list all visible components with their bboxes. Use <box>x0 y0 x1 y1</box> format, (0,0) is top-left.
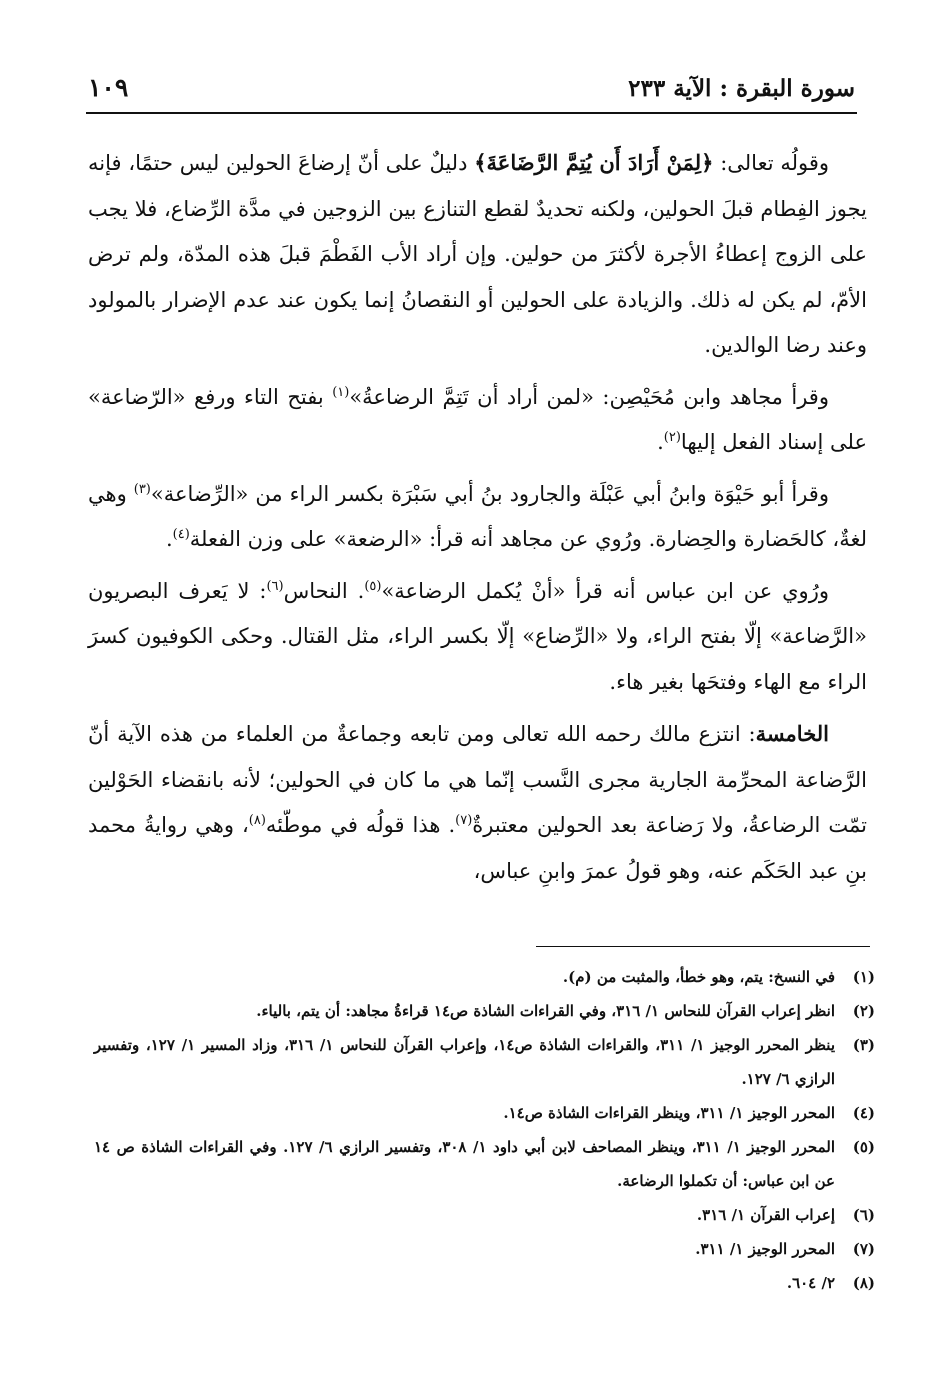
paragraph-4 <box>88 569 867 706</box>
page-number: ١٠٩ <box>88 73 129 102</box>
footnote-item <box>94 1028 875 1096</box>
paragraph-text: وقولُه تعالى: <box>713 151 830 175</box>
footnote-text: ينظر المحرر الوجيز ١/ ٣١١، والقراءات الشاذة ص١٤، وإعراب القرآن للنحاس ١/ ٣١٦، وزاد المسير ١/ ١٢٧، وتفسير الرازي ٦/ ١٢٧. <box>94 1036 836 1088</box>
footnote-ref[interactable]: (٣) <box>133 481 151 497</box>
paragraph-text: وهي لغةٌ، كالحَضارة والحِضارة. ورُوي عن مجاهد أنه قرأ: «الرضعة» على وزن الفعلة <box>88 481 867 551</box>
paragraph-text: . النحاس <box>283 578 365 603</box>
paragraph-text: بفتح التاء ورفع «الرّضاعة» على إسناد الفعل إليها <box>88 384 867 454</box>
footnote-rule <box>536 946 870 947</box>
footnote-text: المحرر الوجيز ١/ ٣١١، وينظر القراءات الشاذة ص١٤. <box>503 1104 835 1122</box>
footnote-ref[interactable]: (٢) <box>663 430 681 445</box>
footnote-number: (١) <box>852 968 875 986</box>
paragraph-3 <box>88 472 867 563</box>
footnote-text: انظر إعراب القرآن للنحاس ١/ ٣١٦، وفي القراءات الشاذة ص١٤ قراءةُ مجاهد: أن يتم، بالياء. <box>256 1002 835 1020</box>
paragraph-text: . <box>165 527 173 551</box>
paragraph-text: : انتزع مالك رحمه الله تعالى ومن تابعه وجماعةٌ من العلماء من هذه الآية أنّ الرَّضاعة المحرِّمة الجارية مجرى النَّسب إنّما هي ما كان في الحولين؛ لأنه بانقضاء الحَوْلين تمّت الرضاعةُ، ولا رَضاعة بعد الحولين معتبرةٌ <box>88 722 867 837</box>
page-header <box>88 66 855 102</box>
footnote-text: المحرر الوجيز ١/ ٣١١، وينظر المصاحف لابن أبي داود ١/ ٣٠٨، وتفسير الرازي ٦/ ١٢٧. وفي القراءات الشاذة ص ١٤ عن ابن عباس: أن تكملوا الرضاعة. <box>94 1138 836 1190</box>
running-title: سورة البقرة : الآية ٢٣٣ <box>628 75 855 102</box>
footnote-item <box>94 1130 875 1198</box>
footnote-item <box>94 1266 875 1300</box>
footnote-ref[interactable]: (٧) <box>455 813 473 828</box>
paragraph-1 <box>88 140 867 369</box>
paragraph-text: . <box>657 430 664 454</box>
footnote-text: إعراب القرآن ١/ ٣١٦. <box>696 1206 835 1224</box>
paragraph-text: ، وهي روايةُ محمد بنِ عبد الحَكَم عنه، وهو قولُ عمرَ وابنِ عباس، <box>88 813 867 883</box>
footnote-text: ٢/ ٦٠٤. <box>786 1274 835 1292</box>
paragraph-2 <box>88 375 867 466</box>
footnote-item <box>94 1198 875 1232</box>
footnote-ref[interactable]: (٦) <box>266 578 284 594</box>
footnote-number: (٧) <box>852 1240 875 1258</box>
footnote-item <box>94 1232 875 1266</box>
paragraph-text: دليلٌ على أنّ إرضاعَ الحولين ليس حتمًا، فإنه يجوز الفِطام قبلَ الحولين، ولكنه تحديدٌ لقطع التنازع بين الزوجين في مدَّة الرِّضاع، فلا يجب على الزوج إعطاءُ الأجرة لأكثرَ من حولين. وإن أراد الأب الفَطْمَ قبلَ هذه المدّة، ولم ترض الأمّ، لم يكن له ذلك. والزيادة على الحولين أو النقصانُ إنما يكون عند عدم الإضرار بالمولود وعند رضا الوالدين. <box>88 151 867 357</box>
footnote-ref[interactable]: (٤) <box>172 527 190 542</box>
paragraph-text: . هذا قولُه في موطّئه <box>265 813 456 837</box>
footnotes <box>94 960 875 1300</box>
paragraph-5 <box>88 711 867 894</box>
footnote-number: (٢) <box>852 1002 875 1020</box>
header-rule <box>86 112 857 114</box>
footnote-text: المحرر الوجيز ١/ ٣١١. <box>695 1240 835 1258</box>
footnote-number: (٦) <box>852 1206 875 1224</box>
footnote-number: (٨) <box>852 1274 875 1292</box>
footnote-text: في النسخ: يتم، وهو خطأ، والمثبت من (م). <box>562 968 835 986</box>
footnote-number: (٣) <box>852 1036 875 1054</box>
footnote-number: (٤) <box>852 1104 875 1122</box>
footnote-ref[interactable]: (١) <box>332 384 350 400</box>
paragraph-text: : لا يَعرف البصريون «الرَّضاعة» إلّا بفتح الراء، ولا «الرِّضاع» إلّا بكسر الراء، مثل القتال. وحكى الكوفيون كسرَ الراء مع الهاء وفتحَها بغير هاء. <box>88 578 867 694</box>
footnote-item <box>94 994 875 1028</box>
footnote-number: (٥) <box>852 1138 875 1156</box>
footnote-ref[interactable]: (٥) <box>364 578 382 594</box>
body-text <box>88 140 867 900</box>
paragraph-text: ورُوي عن ابن عباس أنه قرأ «أنْ يُكمل الرضاعة» <box>381 578 829 603</box>
footnote-item <box>94 960 875 994</box>
quran-verse: ﴿لِمَنْ أَرَادَ أَن يُتِمَّ الرَّضَاعَةَ﴾ <box>474 150 714 175</box>
section-lead: الخامسة <box>755 721 829 746</box>
footnote-ref[interactable]: (٨) <box>248 813 266 828</box>
paragraph-text: وقرأ أبو حَيْوَة وابنُ أبي عَبْلَة والجارود بنُ أبي سَبْرَة بكسر الراء من «الرِّضاعة» <box>150 481 829 506</box>
paragraph-text: وقرأ مجاهد وابن مُحَيْصِن: «لمن أراد أن تَتِمَّ الرضاعةُ» <box>349 384 829 409</box>
footnote-item <box>94 1096 875 1130</box>
